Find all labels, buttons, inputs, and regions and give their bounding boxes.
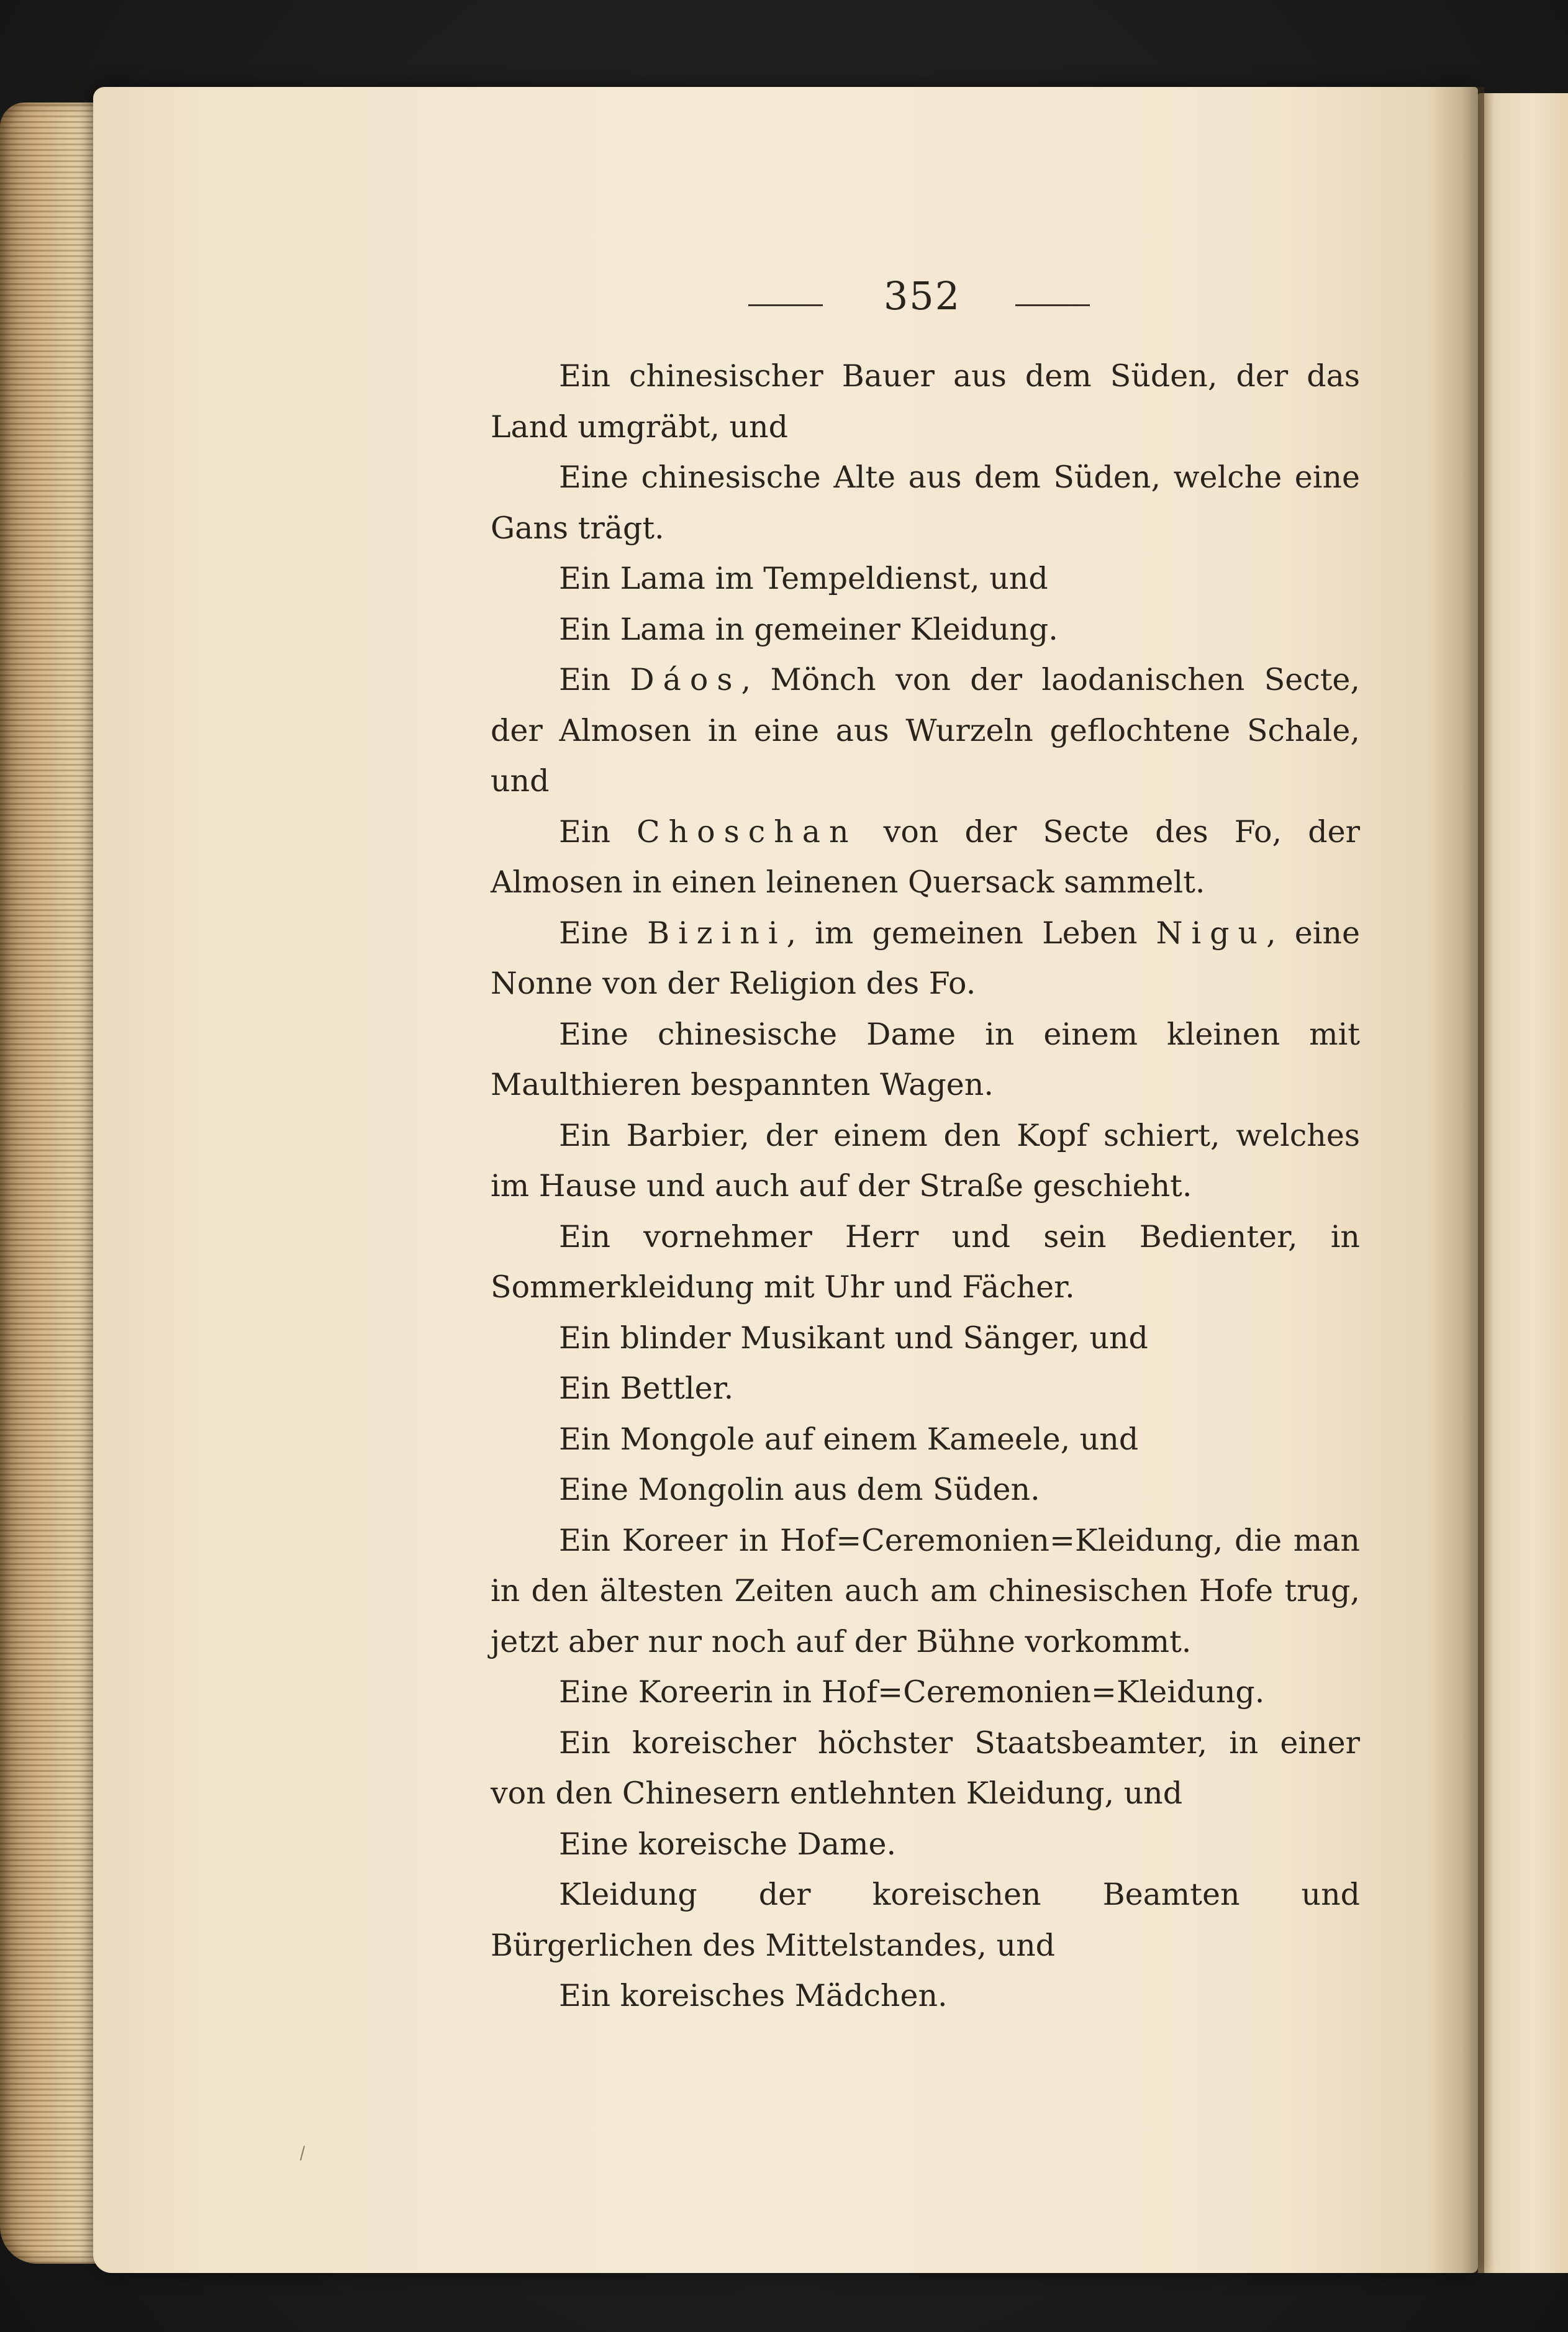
spaced-name: Choschan [637,814,858,850]
paragraph-text: Ein [559,662,630,697]
spaced-name: Bizini [647,915,787,951]
page-header [748,273,1096,329]
paragraph [491,1515,1360,1667]
paragraph-text: Eine koreische Dame. [559,1826,897,1862]
book-gutter-shadow [1428,87,1484,2273]
paragraph-text: Eine [559,915,648,951]
paragraph-text: Ein vornehmer Herr und sein Bedienter, in Sommerkleidung mit Uhr und Fächer. [491,1218,1360,1305]
paragraph [491,604,1360,655]
paragraph [491,1313,1360,1364]
paragraph-text: Ein Lama im Tempeldienst, und [559,561,1048,596]
paragraph-text: Eine chinesische Dame in einem kleinen mit Maulthieren bespannten Wagen. [491,1016,1360,1102]
paragraph-text: Ein blinder Musikant und Sänger, und [559,1320,1148,1356]
paragraph-text: , Mönch von der laodanischen Secte, der Almosen in eine aus Wurzeln geflochtene Schale, und [491,662,1360,799]
paragraph-text: Ein Koreer in Hof=Ceremonien=Kleidung, die man in den ältesten Zeiten auch am chinesischen Hofe trug, jetzt aber nur noch auf der Bühne vorkommt. [491,1522,1360,1659]
paragraph [491,1819,1360,1870]
body-text [491,351,1360,2021]
spaced-name: Nigu [1156,915,1267,951]
paragraph [491,351,1360,452]
facing-page-edge [1478,93,1568,2273]
paragraph-text: Ein Lama in gemeiner Kleidung. [559,611,1058,647]
paragraph [491,1212,1360,1313]
paragraph [491,1667,1360,1718]
spaced-name: Dáos [630,662,741,697]
page-number: 352 [883,273,961,319]
paragraph [491,553,1360,604]
paragraph [491,1414,1360,1465]
paragraph-text: Eine Koreerin in Hof=Ceremonien=Kleidung. [559,1674,1265,1710]
paragraph [491,1110,1360,1212]
paragraph-text: Ein koreischer höchster Staatsbeamter, in einer von den Chinesern entlehnten Kleidung, und [491,1725,1360,1811]
paragraph [491,452,1360,553]
paragraph [491,1464,1360,1515]
paragraph [491,1971,1360,2021]
paragraph-text: von der Secte des Fo, der Almosen in einen leinenen Quersack sammelt. [491,814,1361,900]
paragraph-text: Eine Mongolin aus dem Süden. [559,1472,1040,1507]
paragraph-text: Ein Mongole auf einem Kameele, und [559,1421,1139,1457]
paragraph-text: Kleidung der koreischen Beamten und Bürgerlichen des Mittelstandes, und [491,1877,1360,1963]
paragraph-text: Ein chinesischer Bauer aus dem Süden, der das Land umgräbt, und [491,358,1360,445]
paragraph [491,1869,1360,1971]
header-rule-right [1015,304,1090,306]
paragraph-text: Ein [559,814,637,850]
paragraph-text: Ein Barbier, der einem den Kopf schiert, welches im Hause und auch auf der Straße geschieht. [491,1117,1360,1204]
paragraph [491,807,1360,908]
paragraph-text: Eine chinesische Alte aus dem Süden, welche eine Gans trägt. [491,460,1360,546]
paragraph [491,1363,1360,1414]
paragraph-text: , im gemeinen Leben [786,915,1156,951]
paragraph [491,655,1360,807]
paragraph-text: Ein Bettler. [559,1371,734,1406]
paragraph [491,908,1360,1009]
paragraph [491,1718,1360,1819]
paragraph-text: Ein koreisches Mädchen. [559,1978,948,2013]
paragraph [491,1009,1360,1110]
paragraph-text: , eine Nonne von der Religion des Fo. [491,915,1360,1001]
